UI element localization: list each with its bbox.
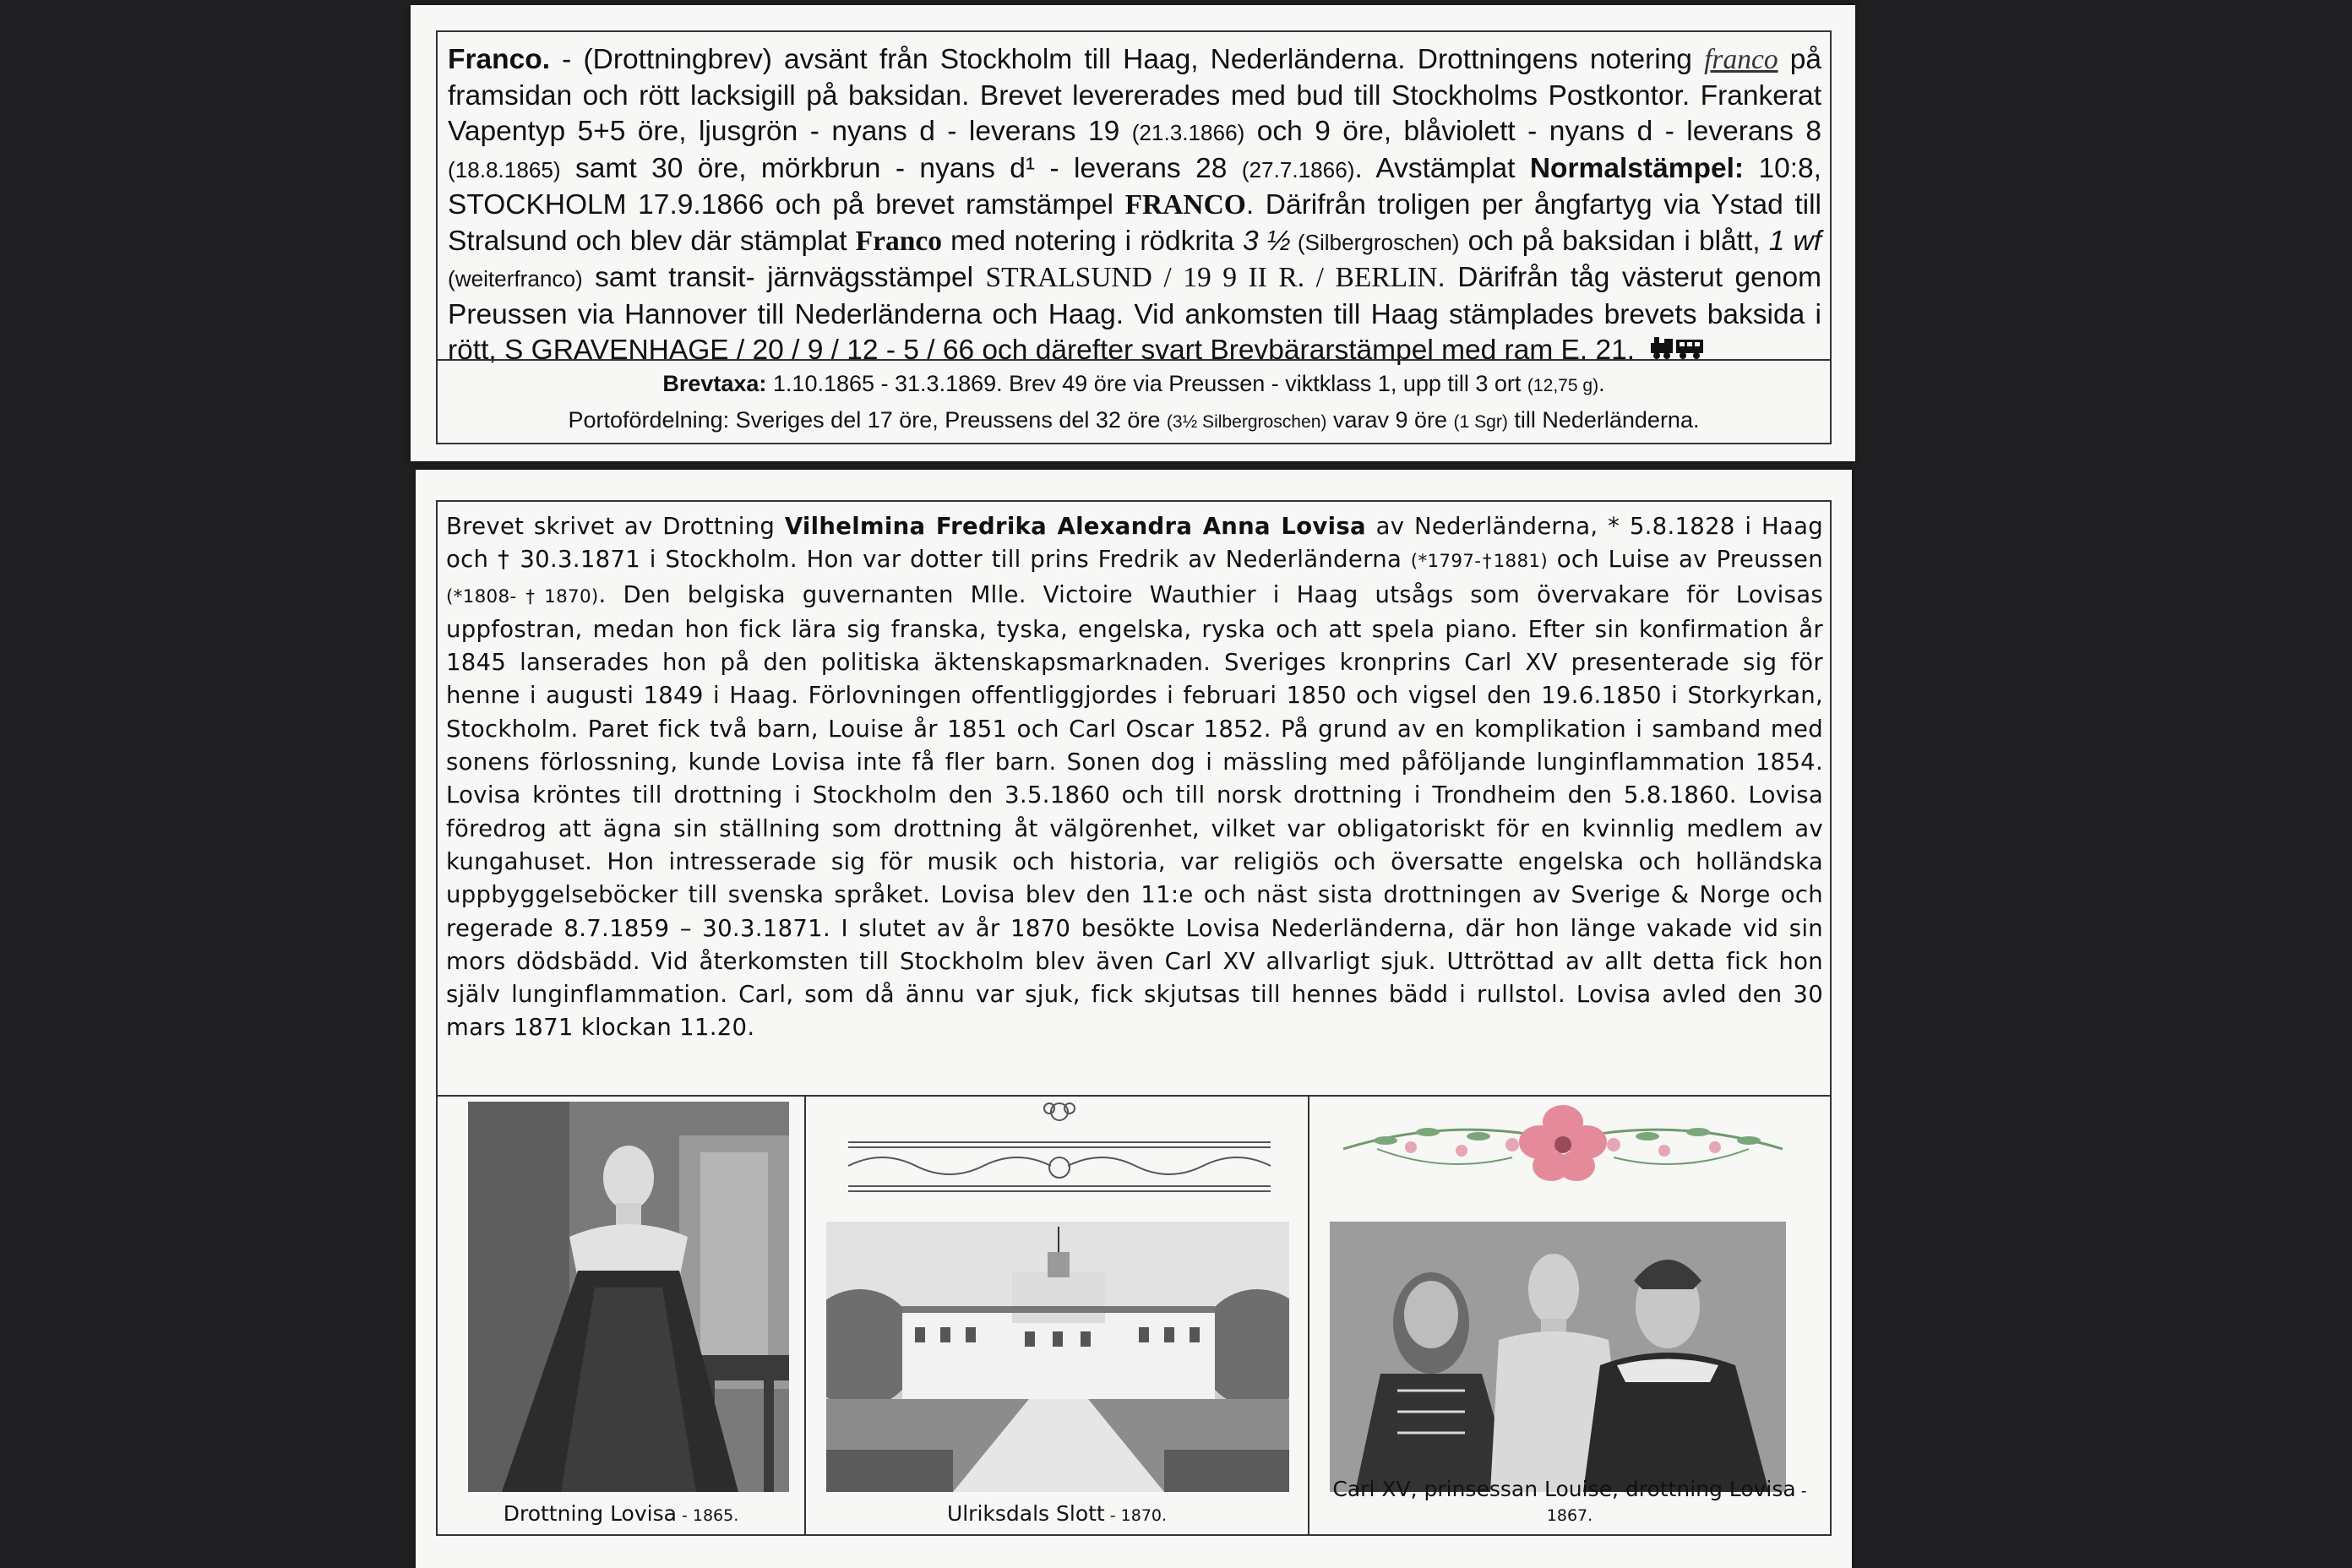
photo-cell-palace <box>806 1097 1309 1534</box>
postal-history-card <box>411 5 1855 461</box>
cover-description: Franco. - (Drottningbrev) avsänt från Stockholm till Haag, Nederländerna. Drottningens notering franco på framsidan och rött lacksigill på baksidan. Brevet levererades med bud till Stockholms Postkontor. Frankerat Vapentyp 5+5 öre, ljusgrön - nyans d - leverans 19 (21.3.1866) och 9 öre, blåviolett - nyans d - leverans 8 (18.8.1865) samt 30 öre, mörkbrun - nyans d¹ - leverans 28 (27.7.1866). Avstämplat Normalstämpel: 10:8, STOCKHOLM 17.9.1866 och på brevet ramstämpel FRANCO. Därifrån troligen per ångfartyg via Ystad till Stralsund och blev där stämplat Franco med notering i rödkrita 3 ½ (Silbergroschen) och på baksidan i blått, 1 wf (weiterfranco) samt transit- järnvägsstämpel STRALSUND / 19 9 II R. / BERLIN. Därifrån tåg västerut genom Preussen via Hannover till Nederländerna och Haag. Vid ankomsten till Haag stämplades brevets baksida i rött, S GRAVENHAGE / 20 / 9 / 12 - 5 / 66 och därefter svart Brevbärarstämpel med ram E. 21. <box>448 42 1821 369</box>
photo-row <box>438 1095 1830 1534</box>
photo-ulriksdal-palace <box>826 1222 1289 1492</box>
description-title: Franco. <box>448 44 550 75</box>
scroll-ornament-icon <box>831 1098 1288 1200</box>
biography-text: Brevet skrivet av Drottning Vilhelmina Fredrika Alexandra Anna Lovisa av Nederländerna, * 5.8.1828 i Haag och † 30.3.1871 i Stockholm. Hon var dotter till prins Fredrik av Nederländerna (*1797-†1881) och Luise av Preussen (*1808-†1870). Den belgiska guvernanten Mlle. Victoire Wauthier i Haag utsågs som övervakare för Lovisas uppfostran, medan hon fick lära sig franska, tyska, engelska, ryska och att spela piano. Efter sin konfirmation år 1845 lanserades hon på den politiska äktenskapsmarknaden. Sveriges kronprins Carl XV presenterade sig för henne i augusti 1849 i Haag. Förlovningen offentliggjordes i februari 1850 och vigsel den 19.6.1850 i Storkyrkan, Stockholm. Paret fick två barn, Louise år 1851 och Carl Oscar 1852. På grund av en komplikation i samband med sonens förlossning, kunde Lovisa inte få fler barn. Sonen dog i mässling med påföljande lunginflammation 1854. Lovisa kröntes till drottning i Stockholm den 3.5.1860 och till norsk drottning i Trondheim den 5.8.1860. Lovisa föredrog att ägna sin ställning som drottning åt välgörenhet, vilket var obligatoriskt för en kvinnlig medlem av kungahuset. Hon intresserade sig för musik och historia, var religiös och översatte engelska och holländska uppbyggelseböcker till svenska språket. Lovisa blev den 11:e och näst sista drottningen av Sverige & Norge och regerade 8.7.1859 – 30.3.1871. I slutet av år 1870 besökte Lovisa Nederländerna, där hon länge vakade vid sin mors dödsbädd. Vid återkomsten till Stockholm blev även Carl XV allvarligt sjuk. Uttröttad av allt detta fick hon själv lunginflammation. Carl, som då ännu var sjuk, fick skjutsas till hennes bädd i rullstol. Lovisa avled den 30 mars 1871 klockan 11.20. <box>446 513 1823 1042</box>
divider <box>438 359 1830 361</box>
photo-cell-queen <box>438 1097 806 1534</box>
caption-palace: Ulriksdals Slott - 1870. <box>946 1501 1168 1526</box>
flower-ornament-icon <box>1326 1098 1799 1200</box>
tariff-line: Brevtaxa: 1.10.1865 - 31.3.1869. Brev 49 öre via Preussen - viktklass 1, upp till 3 ort (12,75 g). <box>662 371 1605 396</box>
description-frame <box>436 30 1832 444</box>
franco-annotation: franco <box>1704 44 1778 75</box>
tariff-section <box>438 367 1830 439</box>
photo-cell-royal-family <box>1309 1097 1830 1534</box>
railway-cancel-text: STRALSUND / 19 9 II R. / BERLIN <box>985 262 1438 293</box>
porto-line: Portofördelning: Sveriges del 17 öre, Preussens del 32 öre (3½ Silbergroschen) varav 9 öre (1 Sgr) till Nederländerna. <box>568 407 1700 433</box>
biography-card <box>416 470 1852 1568</box>
caption-royal-family: Carl XV, prinsessan Louise, drottning Lovisa - 1867. <box>1332 1477 1807 1525</box>
caption-queen: Drottning Lovisa - 1865. <box>503 1501 739 1526</box>
biography-frame <box>436 500 1832 1536</box>
queen-name: Vilhelmina Fredrika Alexandra Anna Lovisa <box>784 513 1366 540</box>
train-icon <box>1649 334 1707 370</box>
photo-royal-family <box>1330 1222 1786 1492</box>
photo-queen-lovisa <box>468 1102 789 1492</box>
